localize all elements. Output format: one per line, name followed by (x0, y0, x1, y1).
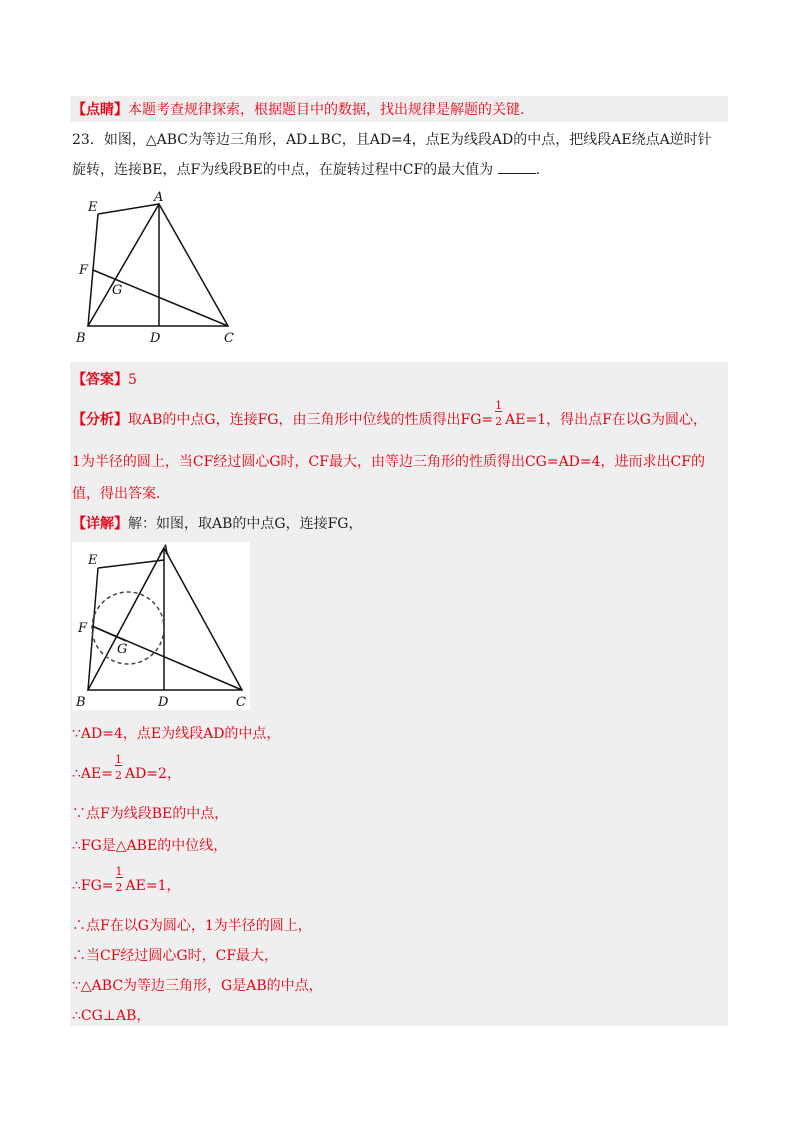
fraction-numerator: 1 (115, 865, 123, 878)
question-text-1: 23．如图，△ABC为等边三角形，AD⊥BC，且AD=4，点E为线段AD的中点，把线段AE绕点A逆时针 (72, 132, 712, 148)
label-e: E (88, 200, 98, 215)
step-2-text-a: ∴AE= (72, 766, 113, 782)
analysis-text-1b: AE=1，得出点F在以G为圆心， (505, 412, 707, 428)
fraction-numerator: 1 (114, 753, 122, 766)
step-4 (72, 836, 227, 856)
detail-text: 解：如图，取AB的中点G，连接FG， (128, 516, 363, 532)
segment-eb (88, 568, 98, 690)
step-2 (72, 753, 181, 784)
step-5-text-a: ∴FG= (72, 878, 114, 894)
label-f: F (78, 621, 88, 636)
tip-tag: 【点睛】 (72, 102, 128, 118)
label-d: D (150, 331, 161, 346)
tip-line (72, 100, 524, 120)
step-8-text: ∵△ABC为等边三角形，G是AB的中点， (72, 978, 323, 994)
step-1 (72, 724, 280, 744)
question-line-2 (72, 160, 540, 180)
answer-line (72, 370, 137, 390)
triangle-abc (88, 548, 242, 690)
step-5 (72, 865, 181, 896)
label-e: E (88, 553, 98, 568)
tip-text: 本题考查规律探索，根据题目中的数据，找出规律是解题的关键. (128, 102, 525, 118)
analysis-text-3: 值，得出答案. (72, 486, 161, 502)
solution-figure (72, 542, 250, 710)
analysis-line-1 (72, 399, 707, 430)
fraction-one-half (114, 865, 126, 896)
triangle-abc (88, 204, 228, 326)
label-c: C (236, 695, 246, 710)
step-8 (72, 976, 323, 996)
step-7-text: ∴当CF经过圆心G时，CF最大， (72, 948, 279, 964)
step-3 (72, 804, 228, 824)
fraction-denominator: 2 (115, 881, 123, 894)
step-4-text: ∴FG是△ABE的中位线， (72, 838, 228, 854)
analysis-line-2 (72, 452, 705, 472)
detail-line (72, 514, 362, 534)
question-line-1 (72, 130, 712, 150)
fraction-denominator: 2 (495, 415, 503, 428)
fraction-one-half (493, 399, 505, 430)
question-text-2a: 旋转，连接BE，点F为线段BE的中点，在旋转过程中CF的最大值为 (72, 162, 494, 178)
label-d: D (158, 695, 169, 710)
step-6-text: ∴点F在以G为圆心，1为半径的圆上， (72, 918, 312, 934)
segment-ae (98, 204, 159, 214)
step-2-text-b: AD=2， (124, 766, 181, 782)
label-a: A (160, 543, 170, 558)
answer-tag: 【答案】 (72, 372, 128, 388)
answer-blank (498, 161, 536, 174)
analysis-text-2: 1为半径的圆上，当CF经过圆心G时，CF最大，由等边三角形的性质得出CG=AD=4，进而求出CF的 (72, 454, 705, 470)
label-b: B (76, 695, 86, 710)
analysis-line-3 (72, 484, 160, 504)
step-9-text: ∴CG⊥AB， (72, 1008, 151, 1024)
label-c: C (224, 331, 234, 346)
step-5-text-b: AE=1， (125, 878, 181, 894)
label-b: B (76, 331, 86, 346)
detail-tag: 【详解】 (72, 516, 128, 532)
label-g: G (112, 283, 123, 298)
label-a: A (154, 190, 164, 205)
analysis-text-1a: 取AB的中点G，连接FG，由三角形中位线的性质得出FG= (128, 412, 494, 428)
step-3-text: ∵点F为线段BE的中点， (72, 806, 229, 822)
step-9 (72, 1006, 150, 1026)
step-7 (72, 946, 278, 966)
fraction-denominator: 2 (114, 769, 122, 782)
step-1-text: ∵AD=4，点E为线段AD的中点， (72, 726, 281, 742)
label-f: F (79, 263, 89, 278)
fraction-numerator: 1 (495, 399, 503, 412)
step-6 (72, 916, 312, 936)
answer-value: 5 (128, 372, 137, 388)
analysis-tag: 【分析】 (72, 412, 128, 428)
label-g: G (117, 642, 128, 657)
segment-fc (93, 270, 228, 326)
question-figure (72, 190, 252, 350)
question-text-2b: . (535, 162, 541, 178)
dashed-circle (92, 592, 164, 664)
fraction-one-half (113, 753, 125, 784)
